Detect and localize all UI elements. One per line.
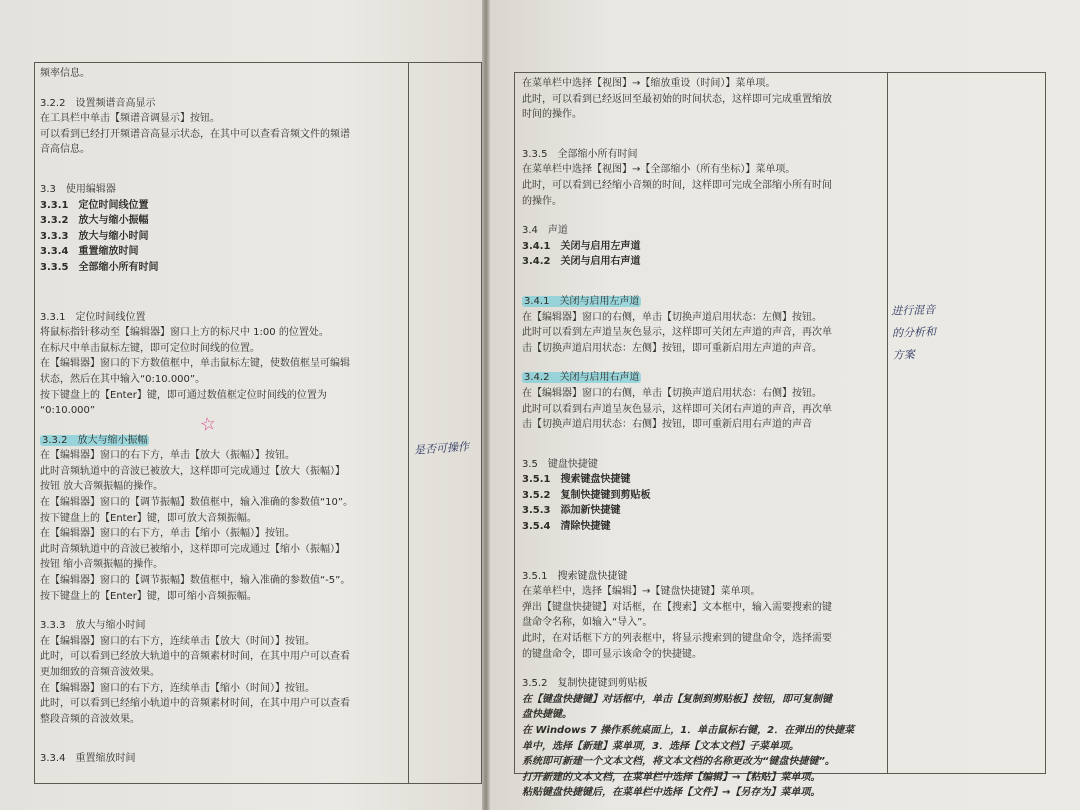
text-line: 盘快捷键。 <box>522 709 572 721</box>
text-line: 击【切换声道启用状态：左侧】按钮，即可重新启用左声道的声音。 <box>522 342 822 354</box>
left-page-text <box>40 66 412 767</box>
toc-item: 3.3.1 定位时间线位置 <box>40 199 149 211</box>
text-line: 按下键盘上的【Enter】键，即可缩小音频振幅。 <box>40 590 257 602</box>
section-heading: 3.4 声道 <box>522 225 568 237</box>
text-line: 时间的操作。 <box>522 109 582 121</box>
toc-item: 3.5.3 添加新快捷键 <box>522 505 621 517</box>
highlighted-heading: 3.4.2 关闭与启用右声道 <box>524 372 640 384</box>
text-line: 的键盘命令，即可显示该命令的快捷键。 <box>522 648 702 660</box>
section-heading <box>40 433 412 449</box>
text-line: 按钮 缩小音频振幅的操作。 <box>40 559 164 571</box>
blank-line <box>522 356 886 370</box>
text-line: 在【编辑器】窗口的右下方，连续单击【缩小（时间）】按钮。 <box>40 682 315 694</box>
text-line: 在【编辑器】窗口的右侧，单击【切换声道启用状态：右侧】按钮。 <box>522 387 822 399</box>
text-line: 在菜单栏中选择【视图】→【全部缩小（所有坐标）】菜单项。 <box>522 164 796 176</box>
text-line: 此时，可以看到已经放大轨道中的音频素材时间，在其中用户可以查看 <box>40 651 350 663</box>
blank-line <box>522 535 886 569</box>
handwritten-line: 的分析和 <box>891 325 937 340</box>
blank-line <box>40 727 412 751</box>
text-line: 频率信息。 <box>40 68 90 79</box>
section-heading: 3.3.1 定位时间线位置 <box>40 311 146 323</box>
toc-item: 3.5.4 清除快捷键 <box>522 521 611 533</box>
text-line: 在 Windows 7 操作系统桌面上，1．单击鼠标右键，2．在弹出的快捷菜 <box>522 725 855 736</box>
blank-line <box>522 662 886 676</box>
text-line: 在【编辑器】窗口的右下方，单击【放大（振幅）】按钮。 <box>40 450 295 462</box>
blank-line <box>40 276 412 310</box>
text-line: 可以看到已经打开频谱音高显示状态，在其中可以查看音频文件的频谱 <box>40 128 350 140</box>
blank-line <box>522 209 886 223</box>
text-line: 此时，可以看到已经缩小轨道中的音频素材时间，在其中用户可以查看 <box>40 698 350 710</box>
blank-line <box>522 123 886 147</box>
toc-item: 3.4.1 关闭与启用左声道 <box>522 240 641 252</box>
toc-item: 3.4.2 关闭与启用右声道 <box>522 256 641 268</box>
blank-line <box>522 433 886 457</box>
section-heading <box>522 294 886 310</box>
book-gutter <box>482 0 490 810</box>
section-heading: 3.5.1 搜索键盘快捷键 <box>522 570 628 582</box>
text-line: 状态，然后在其中输入“0:10.000”。 <box>40 373 206 385</box>
handwritten-note-right <box>891 299 937 366</box>
toc-item: 3.3.2 放大与缩小振幅 <box>40 215 149 227</box>
text-line: 的操作。 <box>522 195 562 207</box>
text-line: 弹出【键盘快捷键】对话框，在【搜索】文本框中，输入需要搜索的键 <box>522 601 832 613</box>
text-line: 系统即可新建一个文本文档，将文本文档的名称更改为“键盘快捷键”。 <box>522 756 835 768</box>
toc-item: 3.5.2 复制快捷键到剪贴板 <box>522 489 651 501</box>
text-line: 在工具栏中单击【频谱音调显示】按钮。 <box>40 113 220 125</box>
text-line: 按下键盘上的【Enter】键，即可放大音频振幅。 <box>40 512 257 524</box>
text-line: 在菜单栏中选择【视图】→【缩放重设（时间）】菜单项。 <box>522 78 776 89</box>
blank-line <box>40 82 412 96</box>
toc-item: 3.5.1 搜索键盘快捷键 <box>522 474 631 486</box>
section-heading: 3.3.5 全部缩小所有时间 <box>522 148 638 160</box>
text-line: 在标尺中单击鼠标左键，即可定位时间线的位置。 <box>40 342 260 354</box>
text-line: 此时，可以看到已经缩小音频的时间，这样即可完成全部缩小所有时间 <box>522 179 832 191</box>
section-heading: 3.3 使用编辑器 <box>40 183 116 195</box>
text-line: 在【编辑器】窗口的下方数值框中，单击鼠标左键，使数值框呈可编辑 <box>40 358 350 370</box>
text-line: “0:10.000” <box>40 405 96 417</box>
text-line: 此时，在对话框下方的列表框中，将显示搜索到的键盘命令，选择需要 <box>522 633 832 645</box>
text-line: 整段音频的音波效果。 <box>40 713 140 725</box>
right-column-divider <box>887 73 888 773</box>
text-line: 在【编辑器】窗口的右下方，单击【缩小（振幅）】按钮。 <box>40 528 295 540</box>
section-heading: 3.3.4 重置缩放时间 <box>40 753 136 765</box>
text-line: 将鼠标指针移动至【编辑器】窗口上方的标尺中 1:00 的位置处。 <box>40 327 329 339</box>
star-mark: ☆ <box>198 412 218 437</box>
text-line: 按钮 放大音频振幅的操作。 <box>40 481 164 493</box>
text-line: 此时，可以看到已经返回至最初始的时间状态，这样即可完成重置缩放 <box>522 93 832 105</box>
toc-item: 3.3.3 放大与缩小时间 <box>40 230 149 242</box>
text-line: 在【编辑器】窗口的右下方，连续单击【放大（时间）】按钮。 <box>40 635 315 647</box>
text-line: 此时可以看到右声道呈灰色显示，这样即可关闭右声道的声音，再次单 <box>522 403 832 415</box>
section-heading <box>522 370 886 386</box>
toc-item: 3.3.5 全部缩小所有时间 <box>40 261 159 273</box>
text-line: 在菜单栏中，选择【编辑】→【键盘快捷键】菜单项。 <box>522 586 761 598</box>
right-page-text <box>522 76 886 801</box>
text-line: 在【编辑器】窗口的右侧，单击【切换声道启用状态：左侧】按钮。 <box>522 311 822 323</box>
blank-line <box>40 158 412 182</box>
blank-line <box>522 270 886 294</box>
text-line: 音高信息。 <box>40 144 90 156</box>
text-line: 在【编辑器】窗口的【调节振幅】数值框中，输入准确的参数值“-5”。 <box>40 575 351 587</box>
handwritten-line: 进行混音 <box>891 303 936 318</box>
highlighted-heading: 3.4.1 关闭与启用左声道 <box>524 295 640 307</box>
section-heading: 3.5 键盘快捷键 <box>522 458 598 470</box>
handwritten-line: 方案 <box>892 347 915 362</box>
text-line: 击【切换声道启用状态：右侧】按钮，即可重新启用右声道的声音 <box>522 419 812 431</box>
blank-line <box>40 604 412 618</box>
highlighted-heading: 3.3.2 放大与缩小振幅 <box>42 434 148 446</box>
text-line: 此时可以看到左声道呈灰色显示，这样即可关闭左声道的声音，再次单 <box>522 327 832 339</box>
section-heading: 3.2.2 设置频谱音高显示 <box>40 97 156 109</box>
text-line: 打开新建的文本文档，在菜单栏中选择【编辑】→【粘贴】菜单项。 <box>522 771 821 783</box>
text-line: 在【键盘快捷键】对话框中，单击【复制到剪贴板】按钮，即可复制键 <box>522 693 832 705</box>
handwritten-note-left: 是否可操作 <box>413 440 470 457</box>
text-line: 此时音频轨道中的音波已被放大，这样即可完成通过【放大（振幅）】 <box>40 465 345 477</box>
text-line: 此时音频轨道中的音波已被缩小，这样即可完成通过【缩小（振幅）】 <box>40 543 345 555</box>
toc-item: 3.3.4 重置缩放时间 <box>40 246 139 258</box>
section-heading: 3.5.2 复制快捷键到剪贴板 <box>522 678 648 690</box>
text-line: 盘命令名称，如输入“导入”。 <box>522 617 653 629</box>
text-line: 在【编辑器】窗口的【调节振幅】数值框中，输入准确的参数值“10”。 <box>40 497 354 509</box>
text-line: 按下键盘上的【Enter】键，即可通过数值框定位时间线的位置为 <box>40 389 327 401</box>
text-line: 粘贴键盘快捷键后，在菜单栏中选择【文件】→【另存为】菜单项。 <box>522 787 821 799</box>
text-line: 更加细致的音频音波效果。 <box>40 667 160 678</box>
text-line: 单中，选择【新建】菜单项，3．选择【文本文档】子菜单项。 <box>522 740 799 752</box>
section-heading: 3.3.3 放大与缩小时间 <box>40 620 146 632</box>
blank-line <box>40 419 412 433</box>
